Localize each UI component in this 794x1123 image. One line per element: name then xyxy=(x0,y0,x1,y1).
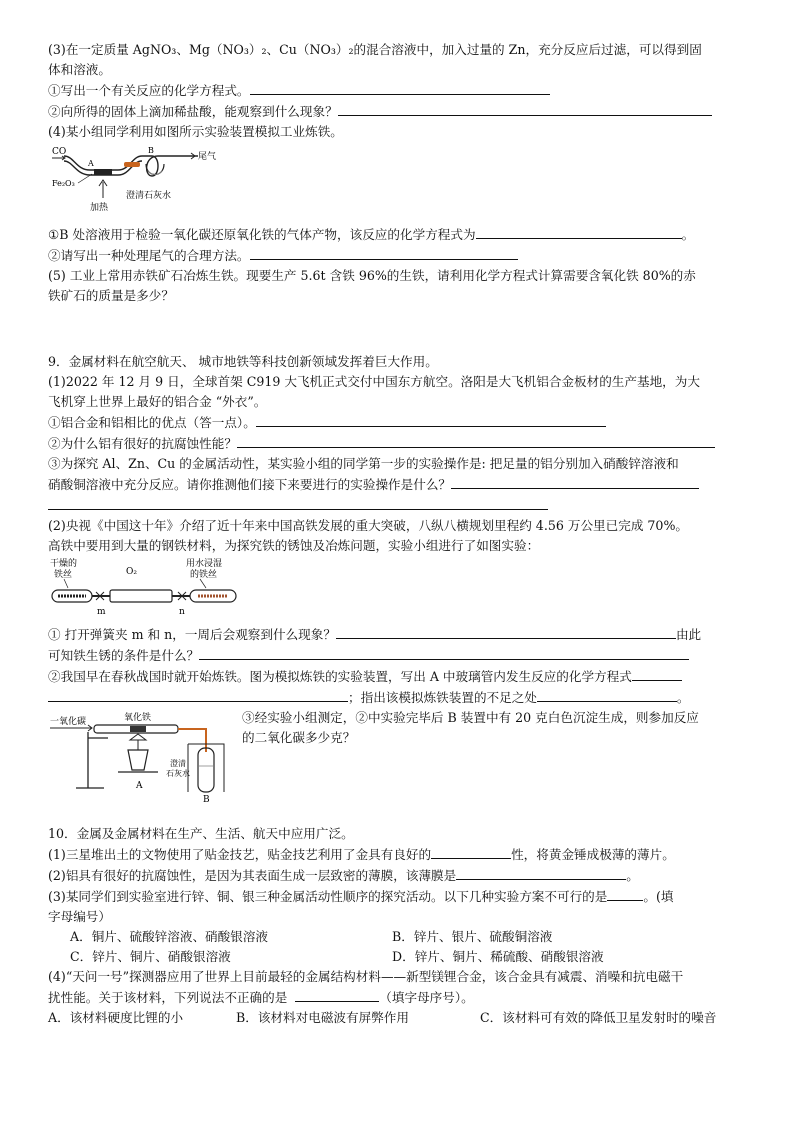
q9-fig2-fe-oxide-label: 氧化铁 xyxy=(124,713,152,723)
q10-part3-option-d[interactable]: D．锌片、铜片、稀硫酸、硝酸银溶液 xyxy=(392,949,604,964)
q9-rust-experiment-diagram xyxy=(48,556,248,624)
q10-part4-line2 xyxy=(48,987,748,1008)
q9-part1-question1 xyxy=(48,412,748,433)
q10-part1-suffix: 性，将黄金锤成极薄的薄片。 xyxy=(511,847,675,862)
q9-fig2-limewater-label-2: 石灰水 xyxy=(166,769,190,778)
q10-part3-option-b[interactable]: B．锌片、银片、硫酸铜溶液 xyxy=(392,929,553,944)
alcohol-lamp xyxy=(128,750,148,770)
q10-part4-line1: (4)“天问一号”探测器应用了世界上目前最轻的金属结构材料——新型镁锂合金，该合金具有减震、消噪和抗电磁干 xyxy=(48,969,684,984)
dry-wire-pointer xyxy=(64,579,68,588)
q8-part4-question2 xyxy=(48,245,748,266)
flame-icon xyxy=(130,734,146,740)
rubber-connector xyxy=(124,162,140,167)
q9-part2-question1-suffix: 由此 xyxy=(675,627,702,642)
q8-part3-question2-text: ②向所得的固体上滴加稀盐酸，能观察到什么现象？ xyxy=(48,104,338,119)
q8-part3-question2 xyxy=(48,101,748,122)
q9-part1-question3-line1: ③为探究 Al、Zn、Cu 的金属活动性，某实验小组的同学第一步的实验操作是: 把足量的铝分别加入硝酸锌溶液和 xyxy=(48,456,679,471)
q8-fig-limewater-label: 澄清石灰水 xyxy=(126,191,172,201)
q8-part4-question1-end: 。 xyxy=(681,227,695,242)
q10-part4-text: 扰性能。关于该材料，下列说法不正确的是 xyxy=(48,990,288,1005)
q10-part4-options-row xyxy=(48,1008,748,1028)
q9-rust-experiment-figure xyxy=(48,556,748,624)
q8-part4-question2-text: ②请写出一种处理尾气的合理方法。 xyxy=(48,248,250,263)
fe2o3-pointer xyxy=(78,174,92,183)
q10-part2-answer-blank[interactable] xyxy=(456,865,626,880)
wet-wire-pointer xyxy=(200,579,206,588)
test-tube-b xyxy=(198,748,214,792)
q8-part3-question1-text: ①写出一个有关反应的化学方程式。 xyxy=(48,83,250,98)
oxygen-tube xyxy=(110,590,172,602)
q8-fig-b-label: B xyxy=(148,146,154,155)
q8-fig-a-label: A xyxy=(88,159,94,168)
q9-fig1-dry-wire-label-2: 铁丝 xyxy=(54,570,73,580)
q9-part1-question1-answer-blank[interactable] xyxy=(256,412,606,427)
q9-fig2-co-label: 一氧化碳 xyxy=(50,717,87,727)
q9-part1-question3-answer-blank-2[interactable] xyxy=(48,495,548,510)
q10-part3-suffix: 。(填 xyxy=(643,889,674,904)
q9-fig2-a-label: A xyxy=(136,781,143,791)
q9-fig1-n-label: n xyxy=(179,607,185,617)
q8-part3-question1 xyxy=(48,80,748,101)
q9-title: 9．金属材料在航空航天、 城市地铁等科技创新领域发挥着巨大作用。 xyxy=(48,354,438,369)
q10-part4-answer-blank[interactable] xyxy=(295,987,379,1002)
q8-part3-line2: 体和溶液。 xyxy=(48,62,111,77)
q9-part1-question3-extra-line xyxy=(48,495,748,516)
q10-part4-option-c[interactable]: C．该材料可有效的降低卫星发射时的噪音 xyxy=(480,1010,717,1025)
q9-part2-question2-equation-blank[interactable] xyxy=(632,666,682,681)
q9-part2-line2: 高铁中要用到大量的钢铁材料，为探究铁的锈蚀及冶炼问题，实验小组进行了如图实验： xyxy=(48,538,540,553)
q10-part3-options-row2 xyxy=(48,947,748,967)
q9-part2-question3-line2: 的二氧化碳多少克？ xyxy=(242,730,356,745)
q10-part4-option-a[interactable]: A．该材料硬度比锂的小 xyxy=(48,1010,184,1025)
q10-part3-line1 xyxy=(48,886,748,907)
q9-part1-question3-text: 硝酸铜溶液中充分反应。请你推测他们接下来要进行的实验操作是什么？ xyxy=(48,477,451,492)
iron-oxide-sample xyxy=(130,726,146,732)
q9-fig1-wet-wire-label-2: 的铁丝 xyxy=(190,570,218,580)
q9-part2-question1-text: ① 打开弹簧夹 m 和 n，一周后会观察到什么现象？ xyxy=(48,627,336,642)
q9-part1-question2-text: ②为什么铝有很好的抗腐蚀性能？ xyxy=(48,436,237,451)
q8-fig-fe2o3-label: Fe₂O₃ xyxy=(52,179,75,188)
q10-part3-option-a[interactable]: A．铜片、硫酸锌溶液、硝酸银溶液 xyxy=(70,929,269,944)
q8-part5-line1: (5) 工业上常用赤铁矿石冶炼生铁。现要生产 5.6t 含铁 96%的生铁，请利用化学方程式计算需要含氧化铁 80%的赤 xyxy=(48,268,696,283)
q9-part1-question2 xyxy=(48,433,748,454)
q9-fig1-m-label: m xyxy=(97,607,106,617)
q8-part4-question2-answer-blank[interactable] xyxy=(250,245,518,260)
q10-part2 xyxy=(48,865,748,886)
limewater-u-tube xyxy=(146,164,164,175)
q9-fig1-o2-label: O₂ xyxy=(126,567,137,577)
q10-part3-answer-blank[interactable] xyxy=(607,886,643,901)
q9-smelting-apparatus-diagram xyxy=(48,708,238,804)
q9-fig2-limewater-label-1: 澄清 xyxy=(170,759,186,768)
q9-part2-question1-line2 xyxy=(48,645,748,666)
q9-part2-question2-shortcoming-blank[interactable] xyxy=(537,687,677,702)
q8-fig-co-label: CO xyxy=(52,147,67,157)
q9-part2-question2-line2 xyxy=(48,687,748,708)
q10-part3-options-row1 xyxy=(48,927,748,947)
q10-part1-text: (1)三星堆出土的文物使用了贴金技艺，贴金技艺利用了金具有良好的 xyxy=(48,847,432,862)
q9-answer-space[interactable] xyxy=(48,804,748,824)
q10-part4-suffix: （填字母序号）。 xyxy=(379,990,474,1005)
q8-apparatus-figure xyxy=(48,142,748,224)
q9-part1-question3-line2 xyxy=(48,474,748,495)
q8-part4-question1-answer-blank[interactable] xyxy=(476,224,682,239)
q8-part4-question1 xyxy=(48,224,748,245)
q10-part3-line2: 字母编号） xyxy=(48,909,111,924)
q8-apparatus-diagram xyxy=(48,142,248,224)
q9-part2-line1: (2)央视《中国这十年》介绍了近十年来中国高铁发展的重大突破，八纵八横规划里程约 4.56 万公里已完成 70%。 xyxy=(48,518,689,533)
q8-answer-space[interactable] xyxy=(48,306,748,352)
q8-part3-question2-answer-blank[interactable] xyxy=(338,101,712,116)
fe2o3-sample xyxy=(94,169,112,175)
q9-fig2-b-label: B xyxy=(203,795,210,804)
q9-part1-question3-answer-blank[interactable] xyxy=(451,474,699,489)
q10-part4-option-b[interactable]: B．该材料对电磁波有屏弊作用 xyxy=(236,1010,409,1025)
iron-stand xyxy=(76,732,104,788)
q10-part1-answer-blank[interactable] xyxy=(431,844,511,859)
q9-fig1-dry-wire-label-1: 干燥的 xyxy=(50,559,78,569)
q9-fig1-wet-wire-label-1: 用水浸湿 xyxy=(186,559,223,569)
q10-part3-option-c[interactable]: C．锌片、铜片、硝酸银溶液 xyxy=(70,949,231,964)
q10-part2-text: (2)铝具有很好的抗腐蚀性，是因为其表面生成一层致密的薄膜，该薄膜是 xyxy=(48,868,457,883)
q9-part2-question3 xyxy=(242,708,748,748)
q9-part1-line1: (1)2022 年 12 月 9 日，全球首架 C919 大飞机正式交付中国东方航空。洛阳是大飞机铝合金板材的生产基地，为大 xyxy=(48,374,700,389)
q8-part4-question1-text: ①B 处溶液用于检验一氧化碳还原氧化铁的气体产物，该反应的化学方程式为 xyxy=(48,227,476,242)
q9-part2-question3-line1: ③经实验小组测定，②中实验完毕后 B 装置中有 20 克白色沉淀生成，则参加反应 xyxy=(242,710,699,725)
q9-part2-question2-shortcoming-text: ；指出该模拟炼铁装置的不足之处 xyxy=(348,690,537,705)
q9-part2-question1-answer-blank[interactable] xyxy=(336,624,676,639)
q8-part3-question1-answer-blank[interactable] xyxy=(250,80,550,95)
q9-part2-question2-equation-blank-2[interactable] xyxy=(48,687,348,702)
q8-fig-exhaust-label: 尾气 xyxy=(198,152,217,162)
q9-part2-question1-line1 xyxy=(48,624,748,645)
q8-part5-line2: 铁矿石的质量是多少？ xyxy=(48,288,174,303)
q9-part1-line2: 飞机穿上世界上最好的铝合金 “外衣”。 xyxy=(48,394,267,409)
q10-part1 xyxy=(48,844,748,865)
q9-part2-question1-condition-text: 可知铁生锈的条件是什么？ xyxy=(48,648,200,663)
q8-part4-intro: (4)某小组同学利用如图所示实验装置模拟工业炼铁。 xyxy=(48,124,343,139)
q10-title: 10．金属及金属材料在生产、生活、航天中应用广泛。 xyxy=(48,826,354,841)
q9-part1-question2-answer-blank[interactable] xyxy=(237,433,715,448)
q9-part2-question2-line1 xyxy=(48,666,748,687)
q9-part2-question1-condition-blank[interactable] xyxy=(199,645,689,660)
worksheet-page xyxy=(48,40,748,1028)
q9-part2-question2-end: 。 xyxy=(676,690,690,705)
q8-part3-line1: (3)在一定质量 AgNO₃、Mg（NO₃）₂、Cu（NO₃）₂的混合溶液中，加入过量的 Zn，充分反应后过滤，可以得到固 xyxy=(48,42,702,57)
q9-part2-question2-text: ②我国早在春秋战国时就开始炼铁。图为模拟炼铁的实验装置，写出 A 中玻璃管内发生反应的化学方程式 xyxy=(48,669,632,684)
q10-part2-end: 。 xyxy=(626,868,639,883)
q9-part1-question1-text: ①铝合金和铝相比的优点（答一点）。 xyxy=(48,415,256,430)
q10-part3-text: (3)某同学们到实验室进行锌、铜、银三种金属活动性顺序的探究活动。以下几种实验方案不可行的是 xyxy=(48,889,608,904)
q9-smelting-section xyxy=(48,708,748,804)
q8-fig-heat-label: 加热 xyxy=(90,203,109,213)
